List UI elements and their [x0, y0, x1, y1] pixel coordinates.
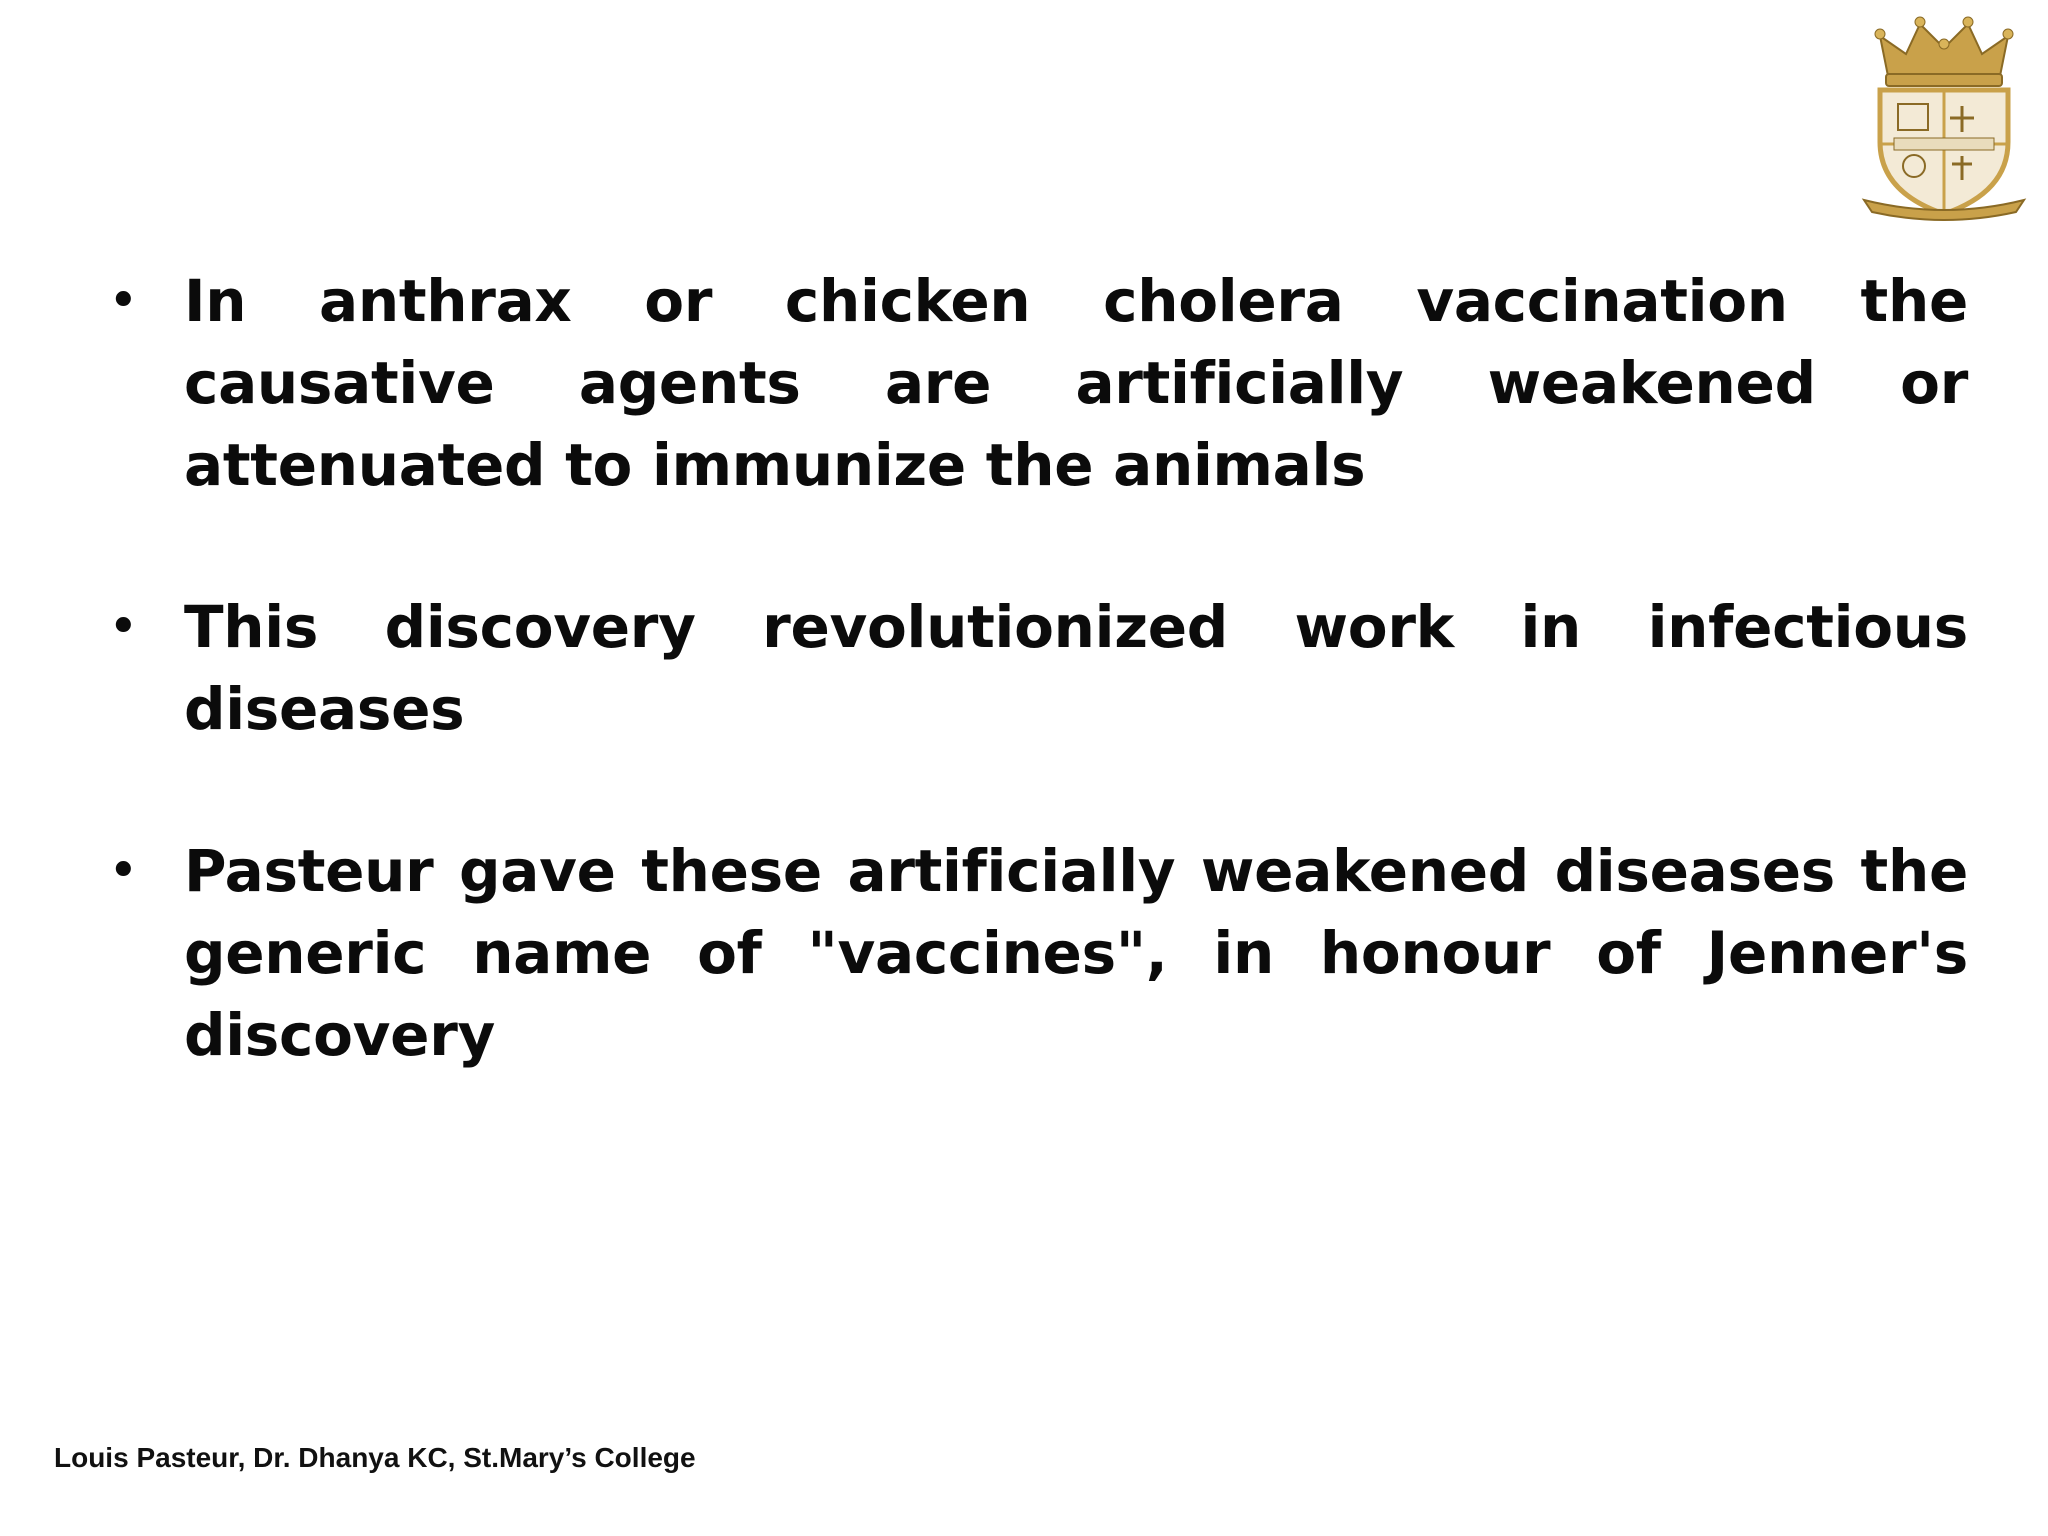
- slide-footer: Louis Pasteur, Dr. Dhanya KC, St.Mary’s College: [54, 1442, 696, 1473]
- bullet-list: [108, 260, 1968, 1156]
- bullet-marker: •: [108, 597, 139, 657]
- bullet-text: This discovery revolutionized work in infectious diseases: [184, 593, 1968, 743]
- bullet-marker: •: [108, 271, 139, 331]
- bullet-item: [108, 830, 1968, 1076]
- college-crest-icon: [1858, 14, 2030, 224]
- bullet-item: [108, 260, 1968, 506]
- bullet-marker: •: [108, 841, 139, 901]
- bullet-item: [108, 586, 1968, 750]
- bullet-text: Pasteur gave these artificially weakened diseases the generic name of "vaccines", in honour of Jenner's discovery: [184, 837, 1968, 1069]
- bullet-text: In anthrax or chicken cholera vaccination the causative agents are artificially weakened or attenuated to immunize the animals: [184, 267, 1968, 499]
